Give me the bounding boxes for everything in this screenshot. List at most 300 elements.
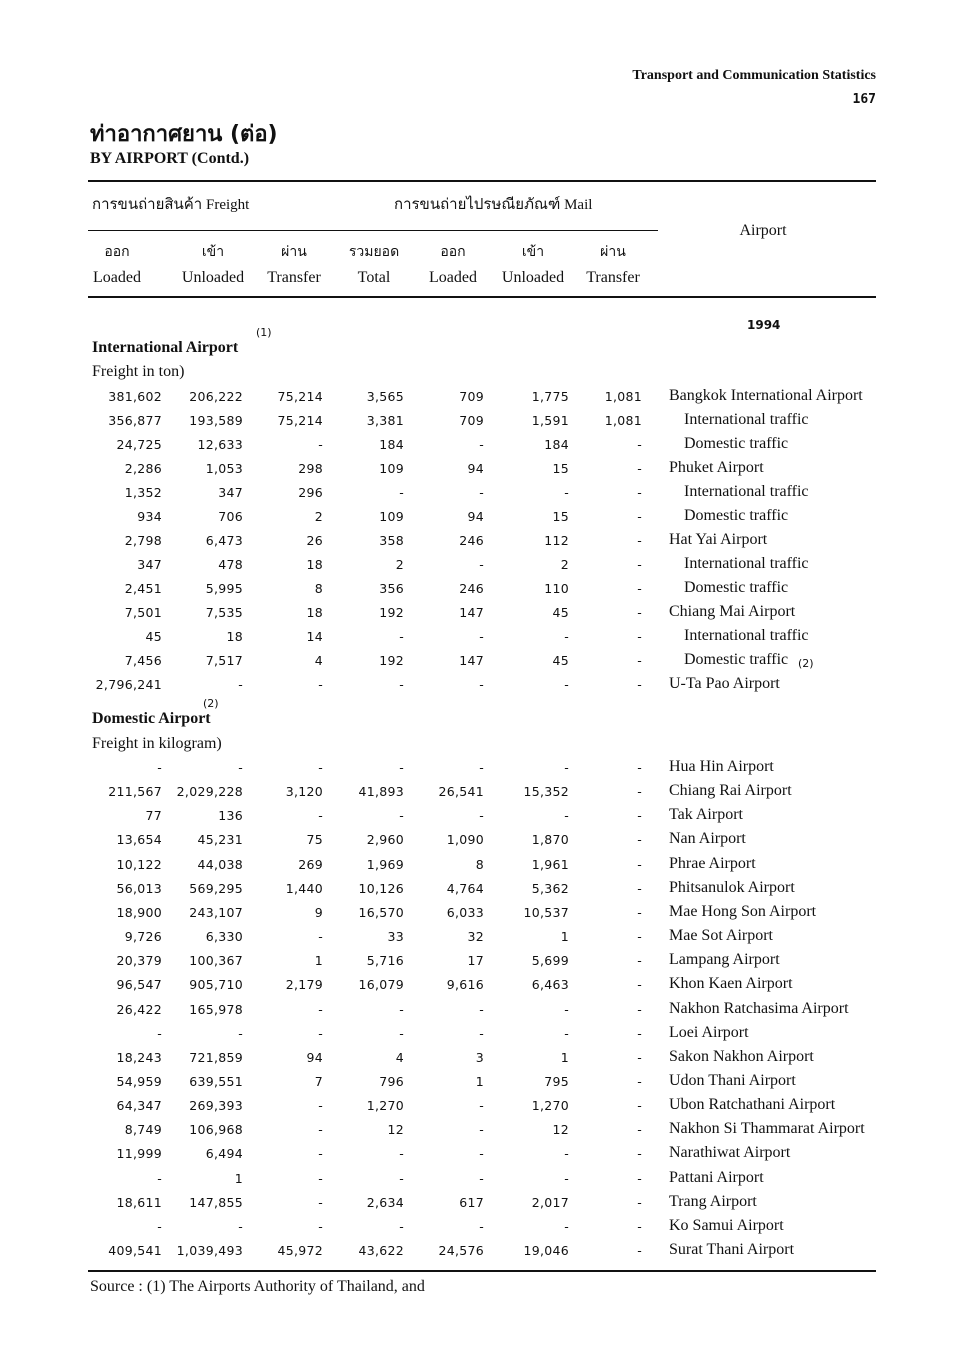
table-cell: - <box>479 629 484 644</box>
table-row <box>0 651 966 675</box>
table-cell: 1,039,493 <box>176 1243 243 1258</box>
table-cell: - <box>637 509 642 524</box>
table-cell: 44,038 <box>197 856 243 872</box>
table-cell: - <box>157 1218 162 1234</box>
column-header-english: Unloaded <box>181 269 245 286</box>
table-cell: 109 <box>379 461 404 476</box>
airport-name: Chiang Mai Airport <box>669 603 796 620</box>
table-cell: 18 <box>226 629 243 644</box>
table-cell: 243,107 <box>189 904 243 920</box>
table-cell: 54,959 <box>116 1073 162 1089</box>
table-cell: 7,456 <box>124 653 162 668</box>
table-cell: 2,796,241 <box>95 677 162 692</box>
table-cell: 2 <box>560 557 569 572</box>
table-cell: - <box>637 653 642 668</box>
international-note: (1) <box>256 326 272 339</box>
table-cell: 1,961 <box>531 856 569 872</box>
table-cell: 15,352 <box>523 784 569 800</box>
table-row <box>0 627 966 651</box>
table-cell: 347 <box>137 557 162 572</box>
airport-name: Narathiwat Airport <box>669 1144 791 1162</box>
table-cell: - <box>318 808 323 824</box>
table-cell: 4 <box>395 1049 404 1065</box>
airport-name: Sakon Nakhon Airport <box>669 1047 814 1065</box>
column-header-thai: ออก <box>440 244 466 260</box>
table-cell: - <box>637 953 642 969</box>
airport-name: Ko Samui Airport <box>669 1216 784 1234</box>
table-cell: - <box>399 629 404 644</box>
table-cell: 7,517 <box>205 653 243 668</box>
table-cell: 3,565 <box>366 389 404 404</box>
table-cell: - <box>637 1170 642 1186</box>
table-cell: 269,393 <box>189 1098 243 1114</box>
table-cell: 18 <box>306 605 323 620</box>
table-cell: - <box>637 629 642 644</box>
table-cell: 94 <box>306 1049 323 1065</box>
table-cell: 1,270 <box>366 1098 404 1114</box>
table-cell: - <box>479 1122 484 1138</box>
table-cell: 6,494 <box>205 1146 243 1162</box>
table-cell: 26,541 <box>438 784 484 800</box>
table-cell: - <box>479 1146 484 1162</box>
table-cell: 96,547 <box>116 977 162 993</box>
table-cell: - <box>479 1025 484 1041</box>
traffic-label: International traffic <box>684 627 809 644</box>
airport-name: Nakhon Ratchasima Airport <box>669 999 849 1017</box>
table-cell: - <box>564 629 569 644</box>
table-cell: 24,576 <box>438 1243 484 1258</box>
table-cell: - <box>637 977 642 993</box>
table-cell: - <box>318 1194 323 1210</box>
table-row <box>0 1048 966 1072</box>
table-cell: 409,541 <box>108 1243 162 1258</box>
table-cell: - <box>564 1218 569 1234</box>
table-row <box>0 951 966 975</box>
table-cell: 94 <box>467 461 484 476</box>
table-cell: - <box>637 1073 642 1089</box>
table-row <box>0 1072 966 1096</box>
column-header-thai: ผ่าน <box>600 244 626 260</box>
table-row <box>0 1096 966 1120</box>
table-cell: - <box>637 1194 642 1210</box>
table-cell: - <box>157 1170 162 1186</box>
table-cell: 136 <box>218 808 243 824</box>
table-cell: - <box>637 437 642 452</box>
table-cell: 569,295 <box>189 880 243 896</box>
table-cell: - <box>637 677 642 692</box>
table-cell: 106,968 <box>189 1122 243 1138</box>
table-cell: 709 <box>459 389 484 404</box>
table-cell: 356 <box>379 581 404 596</box>
table-cell: 5,362 <box>531 880 569 896</box>
table-row <box>0 555 966 579</box>
bottom-rule <box>88 1270 876 1272</box>
table-cell: 639,551 <box>189 1073 243 1089</box>
table-cell: 32 <box>467 929 484 945</box>
column-header-english: Unloaded <box>501 269 565 286</box>
table-cell: 12,633 <box>197 437 243 452</box>
table-cell: - <box>637 760 642 775</box>
table-row <box>0 975 966 999</box>
table-cell: 2,451 <box>124 581 162 596</box>
table-cell: 184 <box>544 437 569 452</box>
column-header-english: Transfer <box>586 269 640 286</box>
traffic-label: International traffic <box>684 411 809 428</box>
table-cell: 26 <box>306 533 323 548</box>
airport-name: Udon Thani Airport <box>669 1071 796 1089</box>
table-cell: - <box>157 1025 162 1041</box>
table-cell: - <box>637 1049 642 1065</box>
airport-name: Mae Sot Airport <box>669 927 773 945</box>
table-cell: - <box>637 533 642 548</box>
airport-name: Nan Airport <box>669 830 746 848</box>
table-cell: - <box>318 1218 323 1234</box>
table-cell: - <box>637 1001 642 1017</box>
table-cell: - <box>479 760 484 775</box>
table-cell: 7 <box>314 1073 323 1089</box>
table-cell: 18,243 <box>116 1049 162 1065</box>
table-cell: - <box>318 1098 323 1114</box>
table-cell: - <box>479 1001 484 1017</box>
table-row <box>0 758 966 782</box>
table-cell: - <box>479 485 484 500</box>
table-cell: 617 <box>459 1194 484 1210</box>
table-cell: 706 <box>218 509 243 524</box>
table-cell: - <box>564 760 569 775</box>
table-cell: 1 <box>314 953 323 969</box>
table-cell: - <box>399 760 404 775</box>
table-cell: 3 <box>475 1049 484 1065</box>
column-header-english: Transfer <box>267 269 321 286</box>
table-cell: - <box>399 1146 404 1162</box>
table-cell: - <box>637 904 642 920</box>
table-cell: 13,654 <box>116 832 162 848</box>
airport-name: Bangkok International Airport <box>669 387 863 404</box>
table-cell: - <box>399 1170 404 1186</box>
table-cell: - <box>637 557 642 572</box>
table-cell: 246 <box>459 533 484 548</box>
table-cell: - <box>399 677 404 692</box>
table-row <box>0 927 966 951</box>
table-cell: 298 <box>298 461 323 476</box>
table-row <box>0 830 966 854</box>
table-cell: 347 <box>218 485 243 500</box>
table-cell: - <box>479 557 484 572</box>
traffic-label: International traffic <box>684 555 809 572</box>
table-cell: 6,463 <box>531 977 569 993</box>
table-cell: - <box>637 929 642 945</box>
table-cell: - <box>318 1146 323 1162</box>
table-cell: 2,179 <box>285 977 323 993</box>
table-cell: 14 <box>306 629 323 644</box>
table-row <box>0 903 966 927</box>
table-cell: 3,381 <box>366 413 404 428</box>
table-cell: 1,352 <box>124 485 162 500</box>
domestic-section-title: Domestic Airport <box>92 710 211 727</box>
table-cell: - <box>637 1025 642 1041</box>
column-header-thai: ผ่าน <box>281 244 307 260</box>
table-cell: 796 <box>379 1073 404 1089</box>
table-cell: - <box>637 1243 642 1258</box>
table-cell: - <box>238 677 243 692</box>
table-cell: 6,033 <box>446 904 484 920</box>
table-cell: 10,537 <box>523 904 569 920</box>
table-cell: - <box>637 605 642 620</box>
table-cell: 45,231 <box>197 832 243 848</box>
table-cell: 4 <box>314 653 323 668</box>
table-cell: 934 <box>137 509 162 524</box>
table-cell: 94 <box>467 509 484 524</box>
table-cell: - <box>318 760 323 775</box>
traffic-label: International traffic <box>684 483 809 500</box>
table-cell: 8 <box>314 581 323 596</box>
mail-group-header: การขนถ่ายไปรษณียภัณฑ์ Mail <box>394 197 593 213</box>
table-cell: 381,602 <box>108 389 162 404</box>
traffic-label: Domestic traffic <box>684 507 789 524</box>
table-cell: - <box>637 784 642 800</box>
table-cell: 20,379 <box>116 953 162 969</box>
table-cell: 2 <box>395 557 404 572</box>
domestic-note: (2) <box>203 697 219 710</box>
publication-title: Transport and Communication Statistics <box>632 68 876 83</box>
table-row <box>0 855 966 879</box>
table-cell: 112 <box>544 533 569 548</box>
table-cell: 6,473 <box>205 533 243 548</box>
table-cell: 15 <box>552 509 569 524</box>
table-cell: 1,969 <box>366 856 404 872</box>
table-cell: 56,013 <box>116 880 162 896</box>
table-cell: 75,214 <box>277 389 323 404</box>
footnote-marker: (2) <box>798 657 814 670</box>
table-cell: - <box>564 1146 569 1162</box>
table-row <box>0 603 966 627</box>
table-cell: 77 <box>145 808 162 824</box>
table-cell: - <box>238 1025 243 1041</box>
table-cell: 43,622 <box>358 1243 404 1258</box>
table-cell: - <box>637 485 642 500</box>
table-cell: 147 <box>459 653 484 668</box>
table-row <box>0 1120 966 1144</box>
table-cell: - <box>318 437 323 452</box>
table-cell: - <box>479 808 484 824</box>
table-cell: 2,634 <box>366 1194 404 1210</box>
table-cell: 1,591 <box>531 413 569 428</box>
table-cell: 1,053 <box>205 461 243 476</box>
airport-name: Surat Thani Airport <box>669 1241 795 1258</box>
table-cell: - <box>637 1098 642 1114</box>
table-cell: 356,877 <box>108 413 162 428</box>
table-cell: 246 <box>459 581 484 596</box>
table-cell: 2 <box>314 509 323 524</box>
traffic-label: Domestic traffic <box>684 651 789 668</box>
table-row <box>0 531 966 555</box>
freight-group-header: การขนถ่ายสินค้า Freight <box>92 197 250 213</box>
table-cell: - <box>637 880 642 896</box>
table-cell: 33 <box>387 929 404 945</box>
table-cell: 75,214 <box>277 413 323 428</box>
table-row <box>0 782 966 806</box>
table-cell: 2,017 <box>531 1194 569 1210</box>
airport-name: Khon Kaen Airport <box>669 975 793 993</box>
table-cell: 2,029,228 <box>176 784 243 800</box>
table-row <box>0 1144 966 1168</box>
table-cell: 192 <box>379 605 404 620</box>
table-cell: 64,347 <box>116 1098 162 1114</box>
table-title-thai: ท่าอากาศยาน (ต่อ) <box>90 122 278 147</box>
table-row <box>0 1024 966 1048</box>
table-cell: 100,367 <box>189 953 243 969</box>
table-cell: 192 <box>379 653 404 668</box>
column-header-thai: เข้า <box>201 244 225 260</box>
column-header-english: Total <box>357 269 391 286</box>
airport-name: Hua Hin Airport <box>669 758 774 775</box>
table-cell: 5,699 <box>531 953 569 969</box>
table-cell: 10,126 <box>358 880 404 896</box>
table-cell: 1,870 <box>531 832 569 848</box>
table-cell: 1,440 <box>285 880 323 896</box>
table-cell: 12 <box>552 1122 569 1138</box>
table-cell: - <box>399 1218 404 1234</box>
table-cell: - <box>318 1025 323 1041</box>
table-cell: 1 <box>560 929 569 945</box>
table-cell: - <box>238 760 243 775</box>
table-cell: 24,725 <box>116 437 162 452</box>
table-cell: 18,611 <box>116 1194 162 1210</box>
table-cell: 9,616 <box>446 977 484 993</box>
table-cell: - <box>564 677 569 692</box>
table-cell: 9 <box>314 904 323 920</box>
table-cell: - <box>564 1001 569 1017</box>
table-row <box>0 806 966 830</box>
table-cell: 45 <box>552 653 569 668</box>
table-cell: - <box>564 1170 569 1186</box>
table-row <box>0 507 966 531</box>
table-cell: 1 <box>475 1073 484 1089</box>
table-cell: - <box>637 581 642 596</box>
table-cell: - <box>479 437 484 452</box>
table-cell: 2,798 <box>124 533 162 548</box>
table-row <box>0 459 966 483</box>
table-cell: 1,090 <box>446 832 484 848</box>
domestic-unit: Freight in kilogram) <box>92 735 222 752</box>
year-label: 1994 <box>747 318 781 332</box>
table-cell: 18 <box>306 557 323 572</box>
table-cell: - <box>318 1001 323 1017</box>
table-cell: 478 <box>218 557 243 572</box>
table-cell: - <box>637 1122 642 1138</box>
table-cell: 12 <box>387 1122 404 1138</box>
column-header-thai: รวมยอด <box>348 244 400 260</box>
table-row <box>0 411 966 435</box>
table-cell: 7,535 <box>205 605 243 620</box>
table-cell: 4,764 <box>446 880 484 896</box>
table-cell: - <box>564 1025 569 1041</box>
table-cell: 15 <box>552 461 569 476</box>
table-cell: 3,120 <box>285 784 323 800</box>
traffic-label: Domestic traffic <box>684 435 789 452</box>
table-cell: - <box>318 929 323 945</box>
airport-name: Trang Airport <box>669 1192 757 1210</box>
page-number: 167 <box>852 92 876 107</box>
airport-name: Tak Airport <box>669 806 743 824</box>
column-header-english: Loaded <box>429 269 477 286</box>
table-cell: 45 <box>145 629 162 644</box>
table-cell: - <box>637 808 642 824</box>
table-cell: 1,270 <box>531 1098 569 1114</box>
table-cell: 26,422 <box>116 1001 162 1017</box>
table-cell: 9,726 <box>124 929 162 945</box>
table-cell: - <box>479 1170 484 1186</box>
source-note: Source : (1) The Airports Authority of Thailand, and <box>90 1278 425 1295</box>
table-cell: 109 <box>379 509 404 524</box>
table-cell: - <box>637 1218 642 1234</box>
table-cell: - <box>637 832 642 848</box>
airport-name: Phrae Airport <box>669 854 756 872</box>
table-cell: - <box>399 808 404 824</box>
table-cell: 6,330 <box>205 929 243 945</box>
airport-name: Mae Hong Son Airport <box>669 902 817 920</box>
table-row <box>0 879 966 903</box>
table-cell: 1,775 <box>531 389 569 404</box>
table-cell: 10,122 <box>116 856 162 872</box>
airport-name: Nakhon Si Thammarat Airport <box>669 1120 865 1138</box>
table-cell: 709 <box>459 413 484 428</box>
airport-name: Hat Yai Airport <box>669 531 768 548</box>
table-cell: 1 <box>560 1049 569 1065</box>
table-cell: - <box>637 461 642 476</box>
table-cell: 45 <box>552 605 569 620</box>
table-row <box>0 675 966 699</box>
table-cell: 8 <box>475 856 484 872</box>
table-cell: 45,972 <box>277 1243 323 1258</box>
table-cell: 193,589 <box>189 413 243 428</box>
table-cell: 147 <box>459 605 484 620</box>
table-cell: 206,222 <box>189 389 243 404</box>
table-cell: - <box>318 1170 323 1186</box>
table-cell: - <box>564 485 569 500</box>
table-cell: - <box>399 485 404 500</box>
column-header-thai: ออก <box>104 244 130 260</box>
table-cell: 110 <box>544 581 569 596</box>
international-unit: Freight in ton) <box>92 363 185 380</box>
table-cell: - <box>318 1122 323 1138</box>
column-header-english: Loaded <box>93 269 141 286</box>
table-cell: 184 <box>379 437 404 452</box>
table-cell: 358 <box>379 533 404 548</box>
airport-name: Lampang Airport <box>669 951 780 969</box>
table-cell: 211,567 <box>108 784 162 800</box>
table-cell: - <box>157 760 162 775</box>
table-cell: 795 <box>544 1073 569 1089</box>
table-row <box>0 1000 966 1024</box>
table-cell: - <box>479 677 484 692</box>
table-cell: 269 <box>298 856 323 872</box>
table-cell: 19,046 <box>523 1243 569 1258</box>
airport-name: Chiang Rai Airport <box>669 782 792 800</box>
table-cell: 296 <box>298 485 323 500</box>
table-cell: 2,960 <box>366 832 404 848</box>
table-row <box>0 387 966 411</box>
table-cell: 2,286 <box>124 461 162 476</box>
airport-name: Phitsanulok Airport <box>669 878 795 896</box>
table-cell: 11,999 <box>116 1146 162 1162</box>
table-cell: 16,570 <box>358 904 404 920</box>
traffic-label: Domestic traffic <box>684 579 789 596</box>
table-cell: 1,081 <box>604 389 642 404</box>
airport-name: U-Ta Pao Airport <box>669 675 780 692</box>
table-cell: - <box>318 677 323 692</box>
table-cell: 905,710 <box>189 977 243 993</box>
